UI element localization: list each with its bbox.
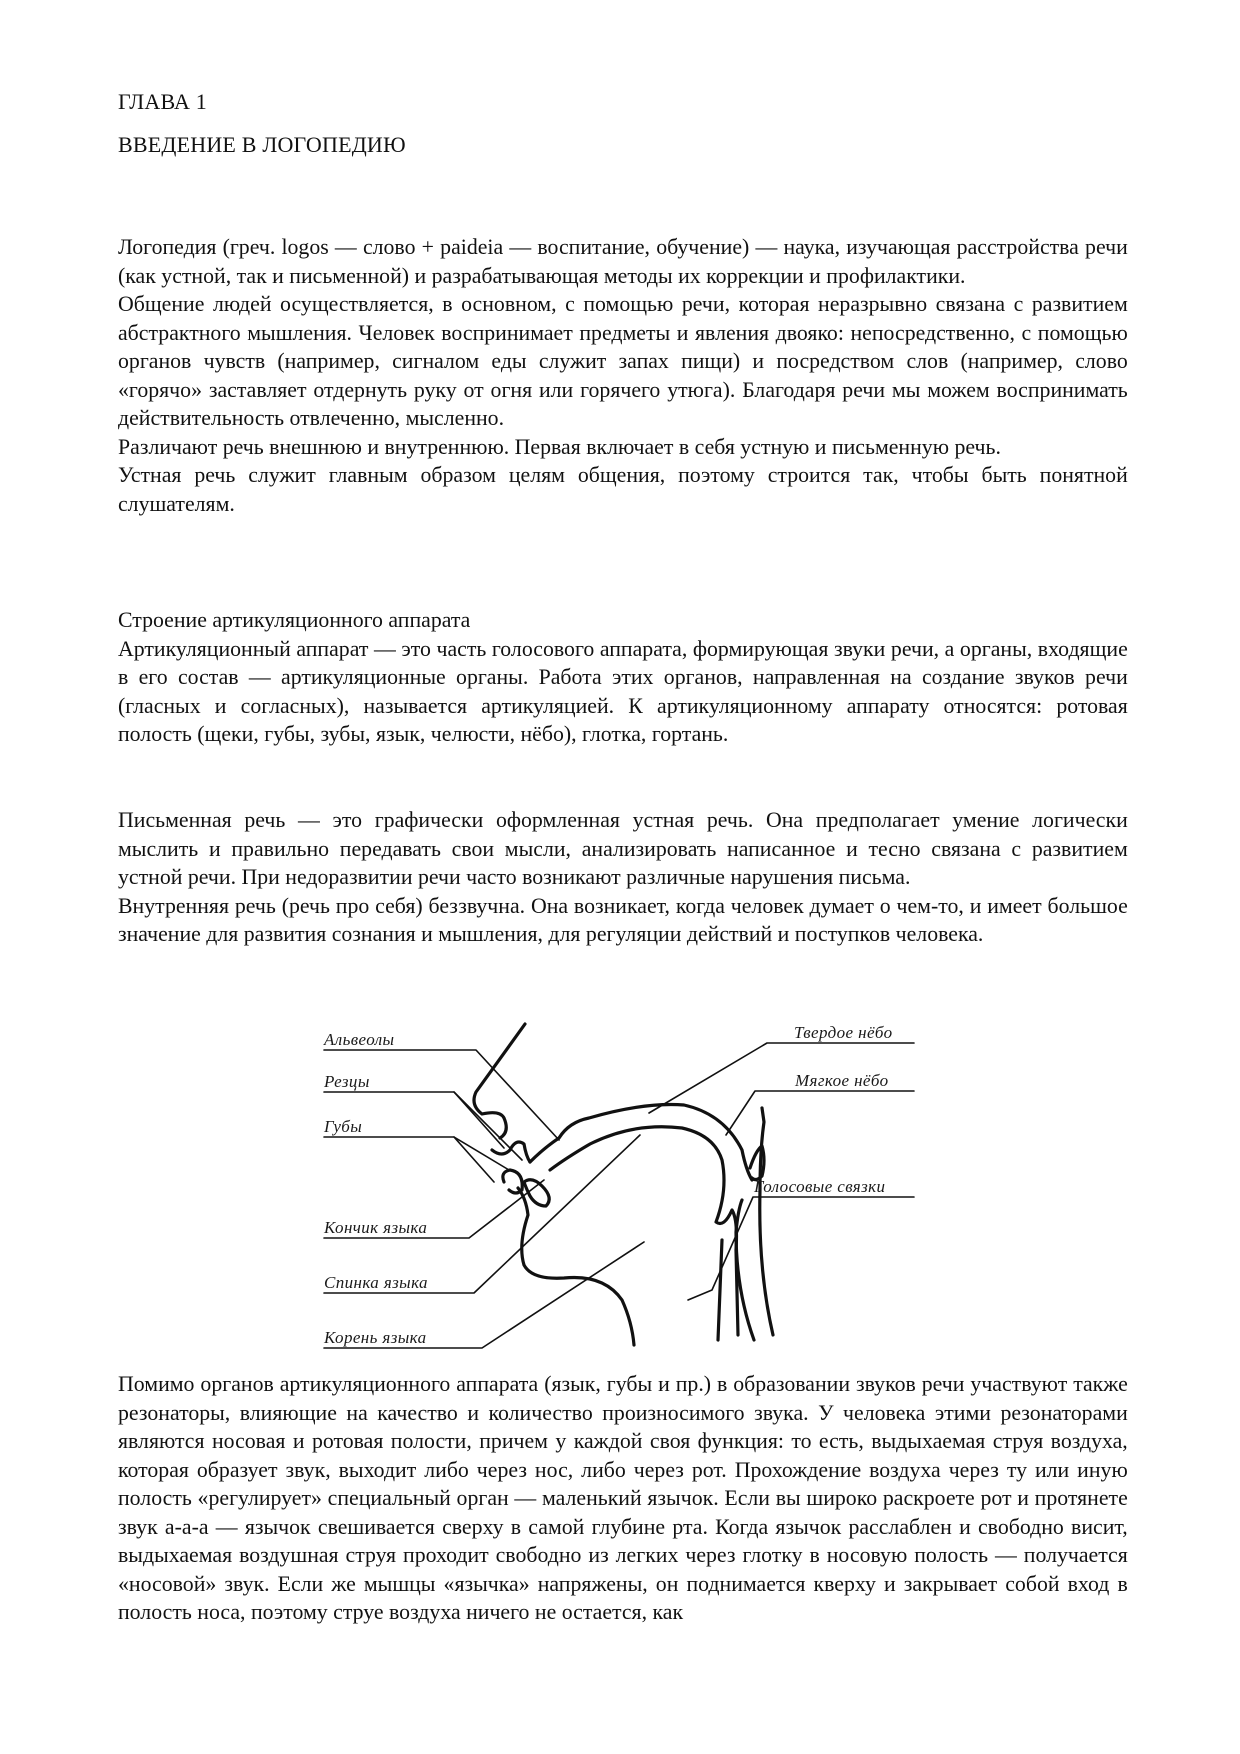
definition-paragraph: Логопедия (греч. logos — слово + paideia — воспитание, обучение) — наука, изучающая расстройства речи (как устной, так и письменной) и разрабатывающая методы их коррекции и профилактики. [118, 234, 1128, 288]
chapter-number: ГЛАВА 1 [118, 89, 207, 114]
label-hard-palate: Твердое нёбо [794, 1023, 893, 1042]
intro-block [118, 233, 1128, 518]
label-tongue-back: Спинка языка [324, 1273, 428, 1292]
resonators-block [118, 1370, 1128, 1627]
articulation-block [118, 606, 1128, 749]
label-soft-palate: Мягкое нёбо [795, 1071, 889, 1090]
label-tongue-tip: Кончик языка [324, 1218, 428, 1237]
section-subtitle: Строение артикуляционного аппарата [118, 607, 471, 632]
articulation-paragraph: Артикуляционный аппарат — это часть голосового аппарата, формирующая звуки речи, а органы, входящие в его состав — артикуляционные органы. Работа этих органов, направленная на создание звуков речи (гласных и согласных), называется артикуляцией. К артикуляционному аппарату относятся: ротовая полость (щеки, губы, зубы, язык, челюсти, нёбо), глотка, гортань. [118, 635, 1128, 746]
inner-speech-paragraph: Внутренняя речь (речь про себя) беззвучна. Она возникает, когда человек думает о чем-то, и имеет большое значение для развития сознания и мышления, для регуляции действий и поступков человека. [118, 892, 1128, 946]
chapter-title: ВВЕДЕНИЕ В ЛОГОПЕДИЮ [118, 132, 406, 157]
label-alveoli: Альвеолы [324, 1030, 395, 1049]
oral-speech-paragraph: Устная речь служит главным образом целям общения, поэтому строится так, чтобы быть понятной слушателям. [118, 462, 1128, 516]
written-speech-paragraph: Письменная речь — это графически оформленная устная речь. Она предполагает умение логически мыслить и правильно передавать свои мысли, анализировать написанное и тесно связана с развитием устной речи. При недоразвитии речи часто возникают различные нарушения письма. [118, 807, 1128, 889]
label-vocal-cords: Голосовые связки [754, 1177, 886, 1196]
resonators-paragraph: Помимо органов артикуляционного аппарата (язык, губы и пр.) в образовании звуков речи участвуют также резонаторы, влияющие на качество и количество произносимого звука. У человека этими резонаторами являются носовая и ротовая полости, причем у каждой своя функция: то есть, выдыхаемая струя воздуха, которая образует звук, выходит либо через нос, либо через рот. Прохождение воздуха через ту или иную полость «регулирует» специальный орган — маленький язычок. Если вы широко раскроете рот и протянете звук а-а-а — язычок свешивается сверху в самой глубине рта. Когда язычок расслаблен и свободно висит, выдыхаемая воздушная струя проходит свободно из легких через глотку в носовую полость — получается «носовой» звук. Если же мышцы «язычка» напряжены, он поднимается кверху и закрывает собой вход в полость носа, поэтому струе воздуха ничего не остается, как [118, 1371, 1128, 1624]
communication-paragraph: Общение людей осуществляется, в основном, с помощью речи, которая неразрывно связана с развитием абстрактного мышления. Человек воспринимает предметы и явления двояко: непосредственно, с помощью органов чувств (например, сигналом еды служит запах пищи) и посредством слов (например, слово «горячо» заставляет отдернуть руку от огня или горячего утюга). Благодаря речи мы можем воспринимать действительность отвлеченно, мысленно. [118, 291, 1128, 430]
speech-types-paragraph: Различают речь внешнюю и внутреннюю. Первая включает в себя устную и письменную речь. [118, 433, 1001, 459]
label-lips: Губы [324, 1117, 363, 1136]
label-tongue-root: Корень языка [324, 1328, 427, 1347]
written-speech-block [118, 806, 1128, 949]
label-incisors: Резцы [324, 1072, 370, 1091]
articulation-apparatus-diagram [304, 1010, 938, 1360]
